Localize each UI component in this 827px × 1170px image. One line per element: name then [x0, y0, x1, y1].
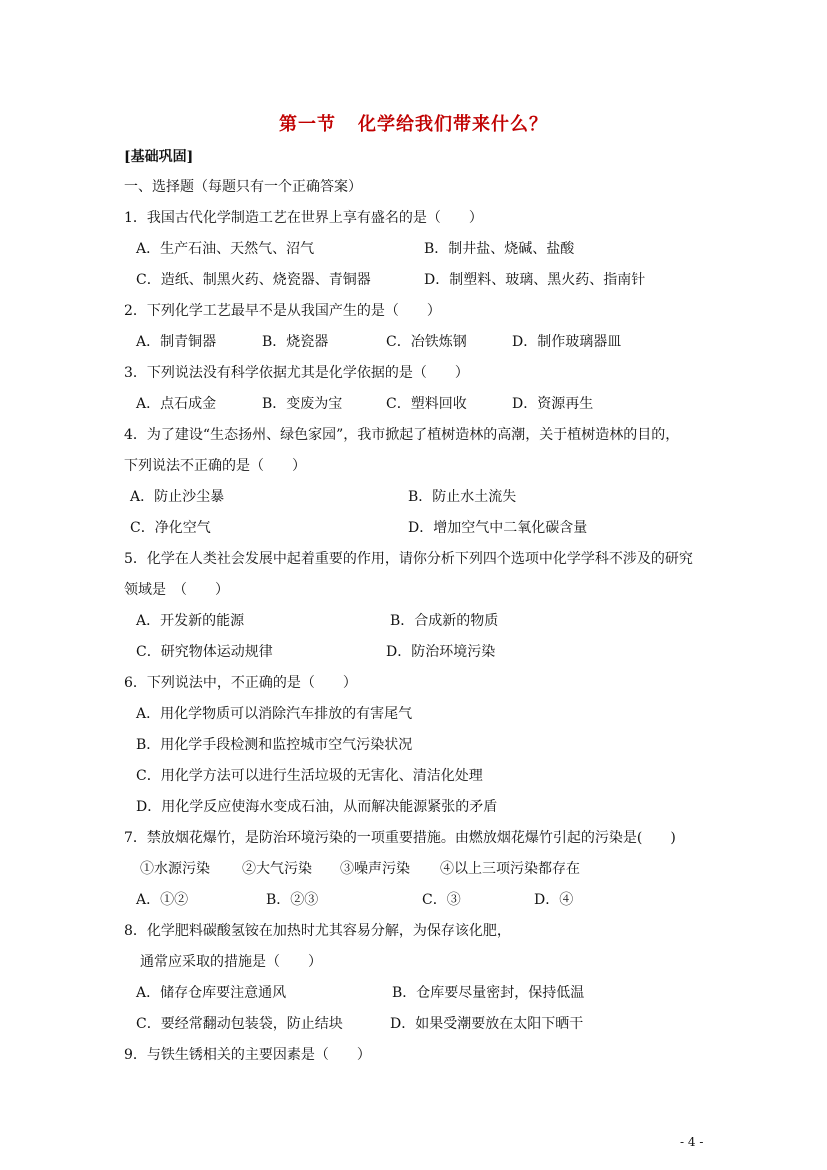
q4-option-b: B．防止水土流失 [408, 489, 517, 505]
q7-option-c: C．③ [422, 892, 461, 908]
q6-option-b: B．用化学手段检测和监控城市空气污染状况 [136, 737, 413, 753]
q2-option-d: D．制作玻璃器皿 [512, 334, 622, 350]
consolidation-heading: [基础巩固] [124, 149, 194, 165]
page-title [0, 110, 827, 136]
q2-option-a: A．制青铜器 [136, 334, 217, 350]
q7-stem: 7．禁放烟花爆竹，是防治环境污染的一项重要措施。由燃放烟花爆竹引起的污染是( ) [124, 830, 676, 846]
q8-stem-line2: 通常应采取的措施是（ ） [140, 954, 322, 970]
q1-option-c: C．造纸、制黑火药、烧瓷器、青铜器 [136, 272, 371, 288]
q8-option-d: D．如果受潮要放在太阳下晒干 [390, 1016, 584, 1032]
q6-option-c: C．用化学方法可以进行生活垃圾的无害化、清洁化处理 [136, 768, 483, 784]
q6-option-d: D．用化学反应使海水变成石油，从而解决能源紧张的矛盾 [136, 799, 498, 815]
q2-option-b: B．烧瓷器 [262, 334, 329, 350]
section-label: 第一节 [279, 114, 336, 135]
q3-option-c: C．塑料回收 [386, 396, 467, 412]
q5-option-c: C．研究物体运动规律 [136, 644, 273, 660]
q1-stem: 1．我国古代化学制造工艺在世界上享有盛名的是（ ） [124, 210, 483, 226]
q3-option-b: B．变废为宝 [262, 396, 343, 412]
q6-stem: 6．下列说法中，不正确的是（ ） [124, 675, 357, 691]
q4-stem-line1: 4．为了建设“生态扬州、绿色家园”，我市掀起了植树造林的高潮，关于植树造林的目的， [124, 427, 680, 443]
q7-item-1: ①水源污染 [140, 861, 210, 877]
q5-option-a: A．开发新的能源 [136, 613, 245, 629]
q7-item-4: ④以上三项污染都存在 [440, 861, 580, 877]
q3-option-d: D．资源再生 [512, 396, 594, 412]
q5-option-b: B．合成新的物质 [390, 613, 499, 629]
q5-stem-line2: 领域是 （ ） [124, 582, 229, 598]
q7-option-b: B．②③ [266, 892, 319, 908]
section-heading: 一、选择题（每题只有一个正确答案） [124, 179, 362, 195]
q8-option-b: B．仓库要尽量密封，保持低温 [392, 985, 585, 1001]
q2-stem: 2．下列化学工艺最早不是从我国产生的是（ ） [124, 303, 441, 319]
q3-option-a: A．点石成金 [136, 396, 217, 412]
q2-option-c: C．冶铁炼钢 [386, 334, 467, 350]
q8-option-a: A．储存仓库要注意通风 [136, 985, 287, 1001]
title-text: 化学给我们带来什么？ [358, 114, 548, 135]
q4-option-c: C．净化空气 [130, 520, 211, 536]
q7-option-a: A．①② [136, 892, 189, 908]
q6-option-a: A．用化学物质可以消除汽车排放的有害尾气 [136, 706, 413, 722]
q4-option-d: D．增加空气中二氧化碳含量 [408, 520, 588, 536]
q4-option-a: A．防止沙尘暴 [130, 489, 225, 505]
q7-option-d: D．④ [534, 892, 574, 908]
q8-option-c: C．要经常翻动包装袋，防止结块 [136, 1016, 343, 1032]
q5-option-d: D．防治环境污染 [386, 644, 496, 660]
q1-option-d: D．制塑料、玻璃、黑火药、指南针 [424, 272, 646, 288]
q7-item-2: ②大气污染 [242, 861, 312, 877]
q3-stem: 3．下列说法没有科学依据尤其是化学依据的是（ ） [124, 365, 469, 381]
q1-option-b: B．制井盐、烧碱、盐酸 [424, 241, 575, 257]
q9-stem: 9．与铁生锈相关的主要因素是（ ） [124, 1047, 371, 1063]
q4-stem-line2: 下列说法不正确的是（ ） [124, 458, 306, 474]
page-number: - 4 - [680, 1135, 704, 1149]
q5-stem-line1: 5．化学在人类社会发展中起着重要的作用，请你分析下列四个选项中化学学科不涉及的研究 [124, 551, 693, 567]
q8-stem-line1: 8．化学肥料碳酸氢铵在加热时尤其容易分解，为保存该化肥， [124, 923, 511, 939]
q7-item-3: ③噪声污染 [340, 861, 410, 877]
q1-option-a: A．生产石油、天然气、沼气 [136, 241, 315, 257]
